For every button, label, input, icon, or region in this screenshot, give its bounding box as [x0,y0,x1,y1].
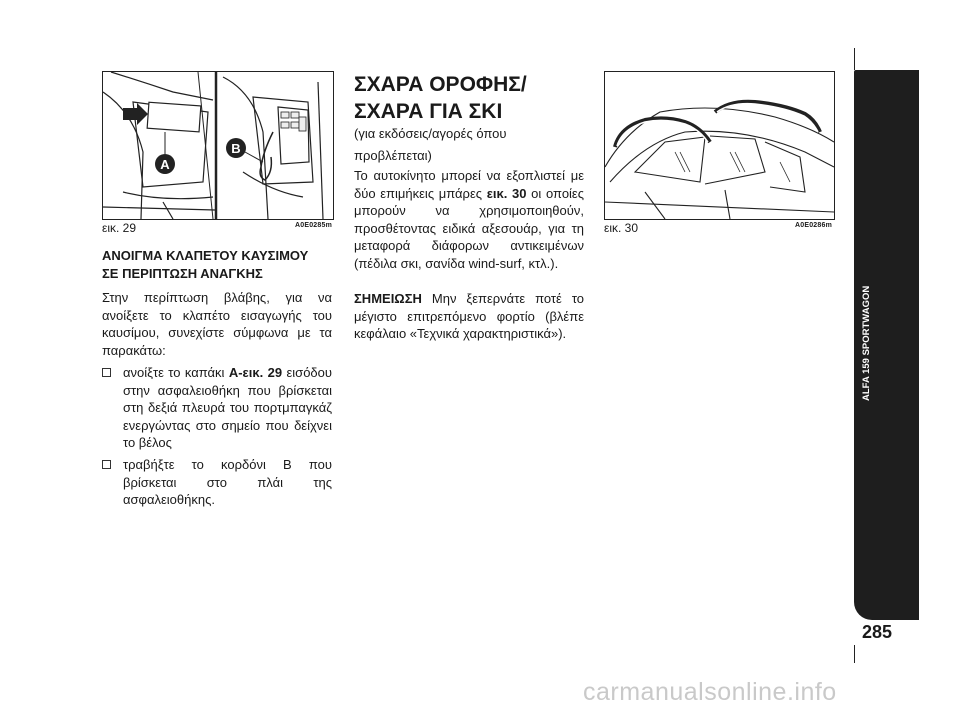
checkbox-bullet-icon [102,460,111,469]
note-label: ΣΗΜΕΙΩΣΗ [354,291,422,306]
roof-rack-body [354,167,584,272]
note-text: Μην ξεπερνάτε ποτέ το μέγιστο επιτρεπόμενο φορτίο (βλέπε κεφάλαιο «Τεχνικά χαρακτηριστικά»). [354,291,584,341]
figure-29-code: A0E0285m [295,222,333,229]
roof-rack-note [354,290,584,343]
tab-divider-bottom [854,645,855,663]
roof-rack-body-end: οι οποίες μπορούν να χρησιμοποιηθούν, προσθέτοντας ειδικά αξεσουάρ, για τη μεταφορά διάφορων αντικειμένων (πέδιλα σκι, σανίδα wind-surf, κτλ.). [354,185,584,271]
page-number: 285 [862,622,893,642]
bullet1-text-end: εισόδου στην ασφαλειοθήκη που βρίσκεται στη δεξιά πλευρά του πορτμπαγκάζ ενεργώντας στο σημείο που δείχνει το βέλος [123,365,332,450]
bullet-item-1 [102,364,332,452]
side-tab-label: ALFA 159 SPORTWAGON [861,285,872,401]
figure-29-trunk-fusebox [102,71,334,220]
figure-29-caption: εικ. 29 [102,221,137,235]
watermark: carmanualsonline.info [583,678,837,706]
section-heading-line2: ΣΕ ΠΕΡΙΠΤΩΣΗ ΑΝΑΓΚΗΣ [102,266,263,281]
bullet1-figure-ref: A-εικ. 29 [228,365,283,380]
roof-rack-subtitle: (για εκδόσεις/αγορές όπου προβλέπεται) [354,126,507,163]
tab-divider-top [854,48,855,70]
bullet-item-2 [102,456,332,509]
trunk-illustration [103,72,333,219]
bullet1-text-start: ανοίξτε το καπάκι [123,365,229,380]
figure-30-code: A0E0286m [795,222,833,229]
checkbox-bullet-icon [102,368,111,377]
figure-30-caption: εικ. 30 [604,221,639,235]
fuel-flap-intro: Στην περίπτωση βλάβης, για να ανοίξετε το κλαπέτο εισαγωγής του καυσίμου, συνεχίστε σύμφωνα με τα παρακάτω: [102,290,332,358]
section-heading-line1: ΑΝΟΙΓΜΑ ΚΛΑΠΕΤΟΥ ΚΑΥΣΙΜΟΥ [102,248,309,263]
bullet2-text: τραβήξτε το κορδόνι B που βρίσκεται στο πλάι της ασφαλειοθήκης. [123,457,332,507]
marker-a-label: A [160,157,170,172]
roof-rack-body-start: Το αυτοκίνητο μπορεί να εξοπλιστεί με δύο επιμήκεις μπάρες [354,168,584,201]
marker-b-label: B [231,141,241,156]
car-roof-illustration [605,72,834,219]
roof-rack-title-line2: ΣΧΑΡΑ ΓΙΑ ΣΚΙ [354,100,503,123]
figure-30-roof-bars [604,71,835,220]
roof-rack-figure-ref: εικ. 30 [486,185,527,201]
roof-rack-title-line1: ΣΧΑΡΑ ΟΡΟΦΗΣ/ [354,73,527,96]
